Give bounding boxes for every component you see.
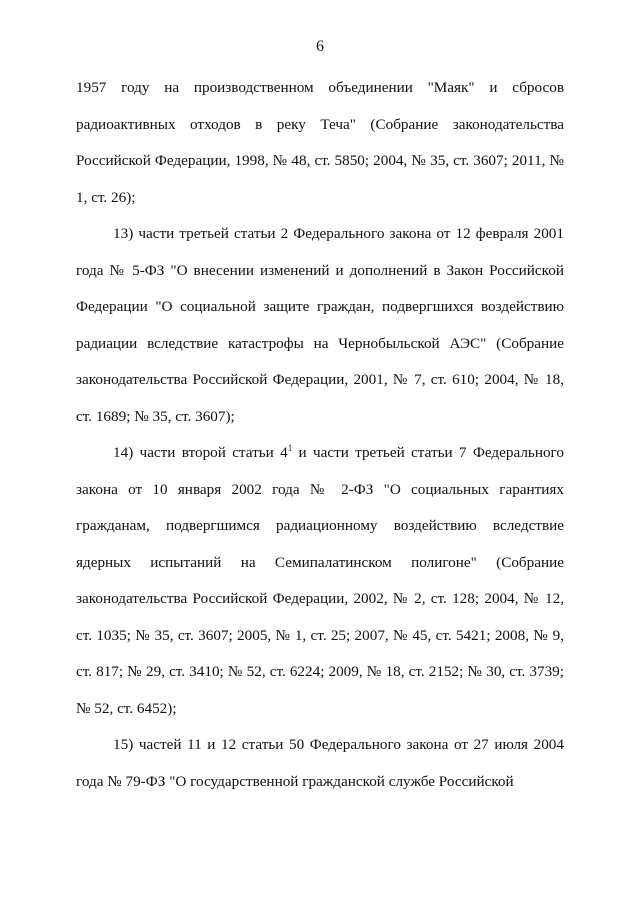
paragraph-item-14-rest: и части третьей статьи 7 Федерального закона от 10 января 2002 года № 2-ФЗ "О социальных гарантиях гражданам, подвергшимся радиационному воздействию вследствие ядерных испытаний на Семипалатинском полигоне" (Собрание законодательства Российской Федерации, 2002, № 2, ст. 128; 2004, № 12, ст. 1035; № 35, ст. 3607; 2005, № 1, ст. 25; 2007, № 45, ст. 5421; 2008, № 9, ст. 817; № 29, ст. 3410; № 52, ст. 6224; 2009, № 18, ст. 2152; № 30, ст. 3739; № 52, ст. 6452); — [76, 444, 564, 717]
paragraph-continuation: 1957 году на производственном объединении "Маяк" и сбросов радиоактивных отходов в реку Теча" (Собрание законодательства Российской Федерации, 1998, № 48, ст. 5850; 2004, № 35, ст. 3607; 2011, № 1, ст. 26); — [76, 79, 564, 206]
superscript-index: 1 — [287, 443, 293, 453]
paragraph-item-13: 13) части третьей статьи 2 Федерального закона от 12 февраля 2001 года № 5-ФЗ "О внесении изменений и дополнений в Закон Российской Федерации "О социальной защите граждан, подвергшихся воздействию радиации вследствие катастрофы на Чернобыльской АЭС" (Собрание законодательства Российской Федерации, 2001, № 7, ст. 610; 2004, № 18, ст. 1689; № 35, ст. 3607); — [76, 225, 564, 425]
page-number: 6 — [316, 38, 324, 55]
paragraph-item-14-start: 14) части второй статьи 4 — [113, 444, 288, 461]
document-body — [76, 70, 564, 800]
paragraph-item-14 — [76, 435, 564, 727]
paragraph-item-15: 15) частей 11 и 12 статьи 50 Федерального закона от 27 июля 2004 года № 79-ФЗ "О государственной гражданской службе Российской — [76, 736, 564, 790]
